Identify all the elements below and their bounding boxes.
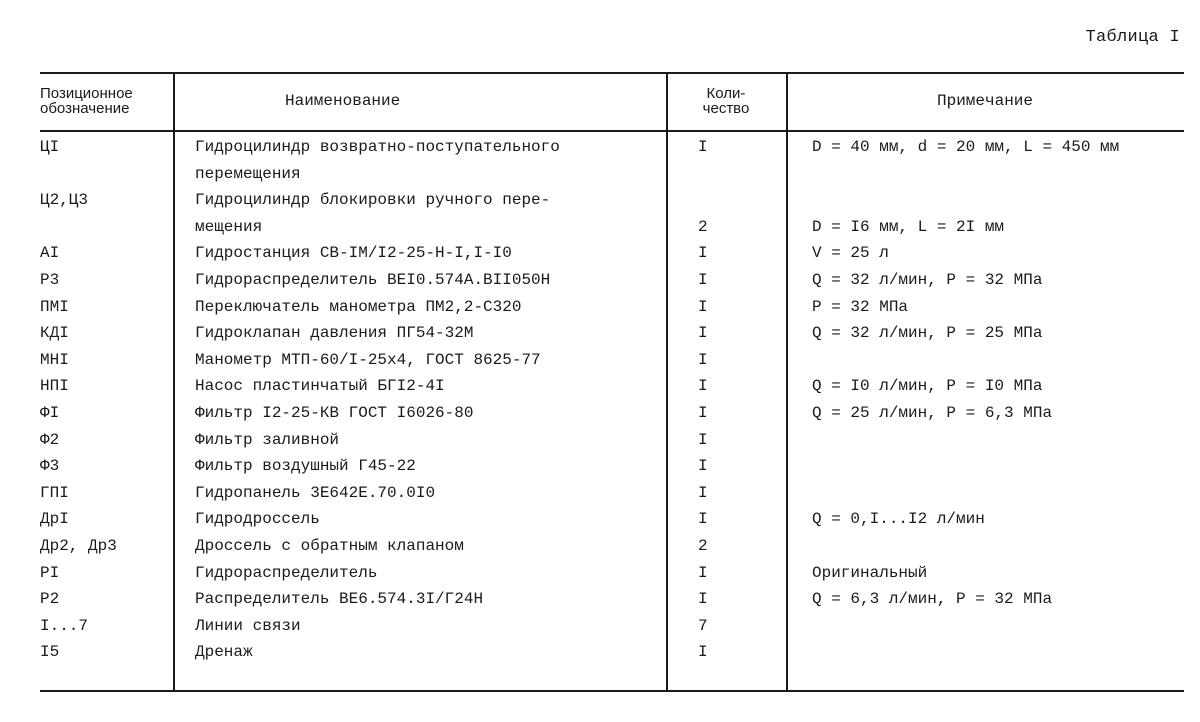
row-note: Оригинальный [812, 563, 928, 582]
table-row [40, 510, 1184, 537]
row-name: Гидрораспределитель ВЕI0.574А.ВII050Н [195, 270, 551, 289]
row-quantity: 2 [698, 536, 708, 555]
row-name: Гидроцилиндр блокировки ручного пере- [195, 191, 551, 210]
row-quantity: 7 [698, 616, 708, 635]
row-quantity: I [698, 350, 708, 369]
row-position-code: Ц2,Ц3 [40, 191, 89, 210]
row-quantity: I [698, 244, 708, 263]
row-name: Фильтр заливной [195, 430, 340, 449]
row-note: Q = 25 л/мин, Р = 6,3 МПа [812, 403, 1053, 422]
row-quantity: I [698, 324, 708, 343]
table-row [40, 298, 1184, 325]
row-name: Гидростанция СВ-IМ/I2-25-Н-I,I-I0 [195, 244, 512, 263]
table-row [40, 377, 1184, 404]
header-note: Примечание [936, 92, 1033, 110]
row-quantity: I [698, 270, 708, 289]
table-row [40, 590, 1184, 617]
row-quantity: I [698, 510, 708, 529]
row-note: D = I6 мм, L = 2I мм [812, 217, 1005, 236]
row-position-code: КДI [40, 324, 69, 343]
row-quantity: 2 [698, 217, 708, 236]
row-quantity: I [698, 430, 708, 449]
row-position-code: I5 [40, 643, 60, 662]
row-position-code: МНI [40, 350, 69, 369]
row-position-code: Ф3 [40, 457, 60, 476]
table-row [40, 537, 1184, 564]
table-row [40, 191, 1184, 244]
row-position-code: ДрI [40, 510, 69, 529]
row-note: Q = 32 л/мин, Р = 25 МПа [812, 324, 1043, 343]
row-position-code: НПI [40, 377, 69, 396]
row-name: мещения [195, 217, 263, 236]
table-row [40, 564, 1184, 591]
table-caption: Таблица I [1085, 28, 1180, 47]
row-position-code: ПМI [40, 297, 69, 316]
row-name: перемещения [195, 164, 301, 183]
row-note: Q = 0,I...I2 л/мин [812, 510, 985, 529]
row-name: Распределитель ВЕ6.574.3I/Г24Н [195, 590, 484, 609]
row-quantity: I [698, 563, 708, 582]
row-quantity: I [698, 483, 708, 502]
row-quantity: I [698, 377, 708, 396]
row-position-code: Др2, Др3 [40, 536, 117, 555]
row-position-code: ФI [40, 403, 60, 422]
row-name: Гидроклапан давления ПГ54-32М [195, 324, 474, 343]
row-name: Гидроцилиндр возвратно-поступательного [195, 138, 560, 156]
row-position-code: Ф2 [40, 430, 60, 449]
row-quantity: I [698, 457, 708, 476]
row-quantity: I [698, 643, 708, 662]
header-name: Наименование [285, 92, 401, 110]
row-position-code: Р2 [40, 590, 60, 609]
row-name: Манометр МТП-60/I-25x4, ГОСТ 8625-77 [195, 350, 541, 369]
row-note: Q = I0 л/мин, Р = I0 МПа [812, 377, 1043, 396]
row-note: Q = 6,3 л/мин, Р = 32 МПа [812, 590, 1053, 609]
row-name: Насос пластинчатый БГI2-4I [195, 377, 445, 396]
header-quantity-line: Коли- [706, 85, 746, 102]
table-row [40, 617, 1184, 644]
row-position-code: ЦI [40, 138, 60, 156]
row-quantity: I [698, 297, 708, 316]
header-quantity-line: чество [702, 100, 750, 117]
table-row [40, 484, 1184, 511]
row-name: Фильтр I2-25-КВ ГОСТ I6026-80 [195, 403, 474, 422]
table-row [40, 324, 1184, 351]
table-row [40, 643, 1184, 670]
row-note: Р = 32 МПа [812, 297, 909, 316]
header-position-code-line: обозначение [40, 100, 130, 117]
header-position-code [40, 72, 170, 130]
table-row [40, 351, 1184, 378]
table-row [40, 138, 1184, 191]
row-position-code: РI [40, 563, 60, 582]
row-position-code: АI [40, 244, 60, 263]
row-name: Фильтр воздушный Г45-22 [195, 457, 416, 476]
row-name: Дроссель с обратным клапаном [195, 536, 464, 555]
row-quantity: I [698, 138, 708, 156]
table-row [40, 457, 1184, 484]
components-table [40, 72, 1184, 694]
table-bottom-rule [40, 690, 1184, 692]
header-quantity [666, 72, 786, 130]
row-name: Дренаж [195, 643, 253, 662]
header-bottom-rule [40, 130, 1184, 132]
table-row [40, 244, 1184, 271]
row-quantity: I [698, 590, 708, 609]
row-quantity: I [698, 403, 708, 422]
row-position-code: ГПI [40, 483, 69, 502]
table-body [40, 138, 1184, 670]
row-name: Гидрораспределитель [195, 563, 378, 582]
row-note: D = 40 мм, d = 20 мм, L = 450 мм [812, 138, 1120, 156]
row-name: Гидродроссель [195, 510, 320, 529]
row-position-code: I...7 [40, 616, 89, 635]
table-row [40, 431, 1184, 458]
row-name: Линии связи [195, 616, 301, 635]
row-position-code: Р3 [40, 270, 60, 289]
row-name: Переключатель манометра ПМ2,2-С320 [195, 297, 522, 316]
table-row [40, 271, 1184, 298]
row-note: V = 25 л [812, 244, 889, 263]
row-note: Q = 32 л/мин, Р = 32 МПа [812, 270, 1043, 289]
row-name: Гидропанель 3Е642Е.70.0I0 [195, 483, 436, 502]
header-position-code-line: Позиционное [40, 85, 133, 102]
table-row [40, 404, 1184, 431]
